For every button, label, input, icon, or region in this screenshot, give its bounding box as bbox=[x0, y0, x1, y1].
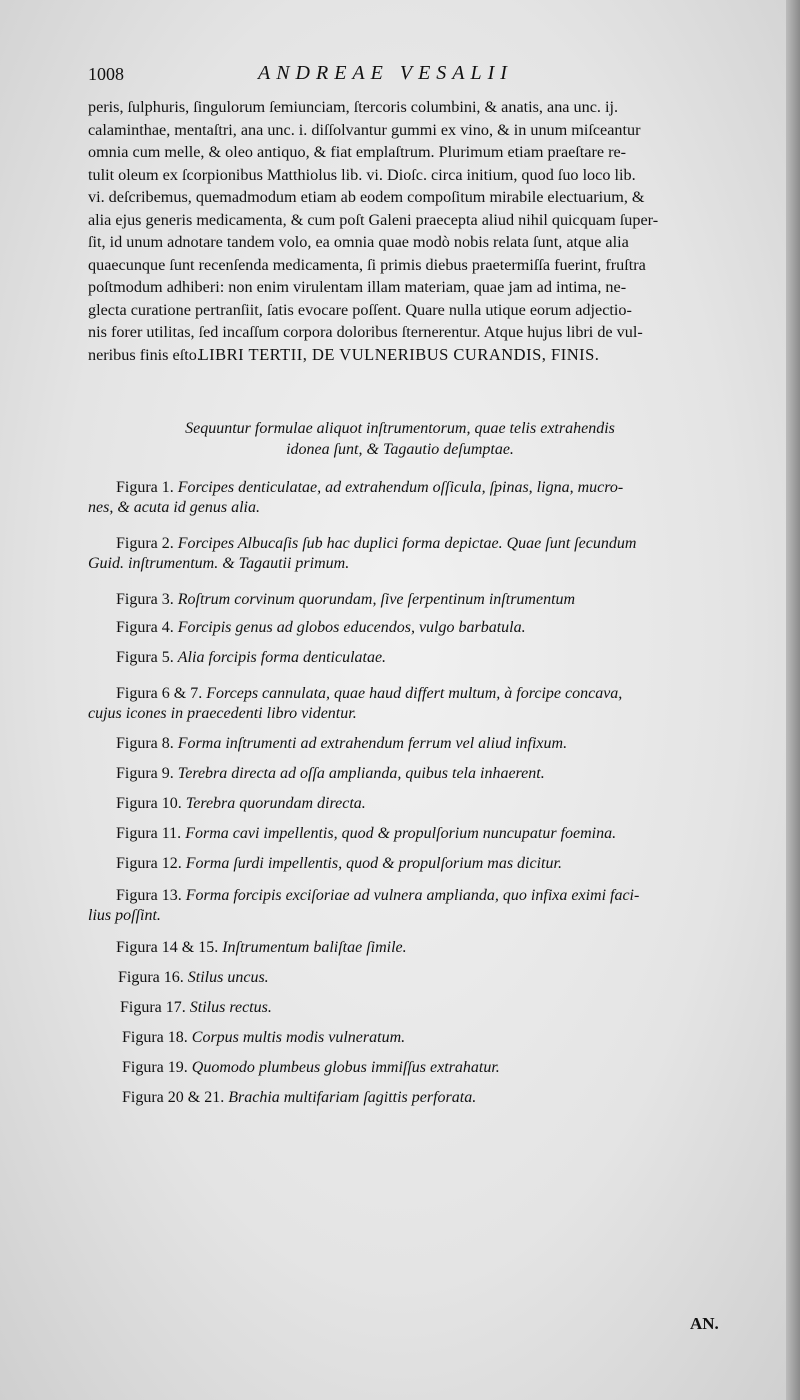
figure-description: Forma inſtrumenti ad extrahendum ferrum vel aliud infixum. bbox=[177, 735, 568, 752]
figure-label: Figura 19. bbox=[122, 1059, 192, 1076]
figure-description: Stilus rectus. bbox=[189, 999, 272, 1016]
figure-caption bbox=[88, 938, 718, 958]
figure-description: Forcipis genus ad globos educendos, vulgo barbatula. bbox=[177, 619, 526, 636]
body-line: calaminthae, mentaſtri, ana unc. i. diſſolvantur gummi ex vino, & in unum miſceantur bbox=[88, 120, 641, 139]
figure-caption-line bbox=[88, 1028, 718, 1048]
body-line: alia ejus generis medicamenta, & cum poſt Galeni praecepta aliud nihil quicquam ſuper- bbox=[88, 210, 659, 229]
page-number: 1008 bbox=[88, 64, 124, 84]
figure-caption-line bbox=[88, 764, 718, 784]
figure-description: Forma ſurdi impellentis, quod & propulſorium mas dicitur. bbox=[185, 855, 562, 872]
body-line: vi. deſcribemus, quemadmodum etiam ab eodem compoſitum mirabile electuarium, & bbox=[88, 188, 645, 206]
figure-label: Figura 18. bbox=[122, 1029, 192, 1046]
figure-caption bbox=[88, 648, 718, 668]
figure-label: Figura 13. bbox=[116, 887, 186, 904]
figure-caption-line bbox=[88, 590, 718, 610]
body-line: nis forer utilitas, ſed incaſſum corpora doloribus ſternerentur. Atque hujus libri de vul- bbox=[88, 323, 643, 341]
figure-description: Forcipes Albucaſis ſub hac duplici forma depictae. Quae ſunt ſecundum bbox=[177, 535, 637, 552]
show-through-text bbox=[110, 1140, 710, 1160]
figure-description: Forma cavi impellentis, quod & propulſorium nuncupatur foemina. bbox=[185, 825, 617, 842]
figure-label: Figura 2. bbox=[116, 535, 178, 552]
figure-caption-line bbox=[88, 478, 718, 498]
figure-label: Figura 20 & 21. bbox=[122, 1089, 229, 1106]
figure-description: Terebra quorundam directa. bbox=[185, 795, 366, 812]
figure-caption bbox=[88, 824, 718, 844]
body-line: tulit oleum ex ſcorpionibus Matthiolus lib. vi. Dioſc. circa initium, quod ſuo loco lib. bbox=[88, 165, 636, 184]
figure-description: Alia forcipis forma denticulatae. bbox=[177, 649, 387, 666]
figure-caption bbox=[88, 998, 718, 1018]
figure-caption-line bbox=[88, 554, 718, 574]
figure-caption bbox=[88, 534, 718, 574]
figure-caption bbox=[88, 886, 718, 926]
running-head: ANDREAE VESALII bbox=[258, 62, 513, 84]
body-line: ſit, id unum adnotare tandem volo, ea omnia quae modò nobis relata ſunt, atque alia bbox=[88, 233, 629, 251]
page-edge-shadow bbox=[786, 0, 800, 1400]
figure-description: cujus icones in praecedenti libro videntur. bbox=[88, 705, 357, 722]
figure-caption bbox=[88, 794, 718, 814]
figure-caption-line bbox=[88, 886, 718, 906]
body-line: glecta curatione pertranſiit, ſatis evocare poſſent. Quare nulla utique eorum adjectio- bbox=[88, 300, 632, 319]
figure-caption-line bbox=[88, 704, 718, 724]
figure-caption-line bbox=[88, 534, 718, 554]
figure-label: Figura 12. bbox=[116, 855, 186, 872]
figure-caption-line bbox=[88, 1088, 718, 1108]
figure-description: Corpus multis modis vulneratum. bbox=[191, 1029, 406, 1046]
figure-label: Figura 17. bbox=[120, 999, 190, 1016]
figure-label: Figura 9. bbox=[116, 765, 178, 782]
figure-description: Forcipes denticulatae, ad extrahendum oſſicula, ſpinas, ligna, mucro- bbox=[177, 479, 624, 496]
body-line: omnia cum melle, & oleo antiquo, & fiat emplaſtrum. Plurimum etiam praeſtare re- bbox=[88, 143, 627, 161]
figure-description: nes, & acuta id genus alia. bbox=[88, 499, 260, 516]
figure-caption-line bbox=[88, 618, 718, 638]
figure-caption-line bbox=[88, 854, 718, 874]
figure-caption bbox=[88, 968, 718, 988]
figure-caption bbox=[88, 734, 718, 754]
figure-caption-line bbox=[88, 794, 718, 814]
figure-caption bbox=[88, 1058, 718, 1078]
figure-label: Figura 14 & 15. bbox=[116, 939, 223, 956]
figure-label: Figura 4. bbox=[116, 619, 178, 636]
figure-caption-line bbox=[88, 824, 718, 844]
figure-description: Terebra directa ad oſſa amplianda, quibus tela inhaerent. bbox=[177, 765, 545, 782]
figure-description: lius poſſint. bbox=[88, 907, 161, 924]
figure-caption-line bbox=[88, 648, 718, 668]
figure-label: Figura 8. bbox=[116, 735, 178, 752]
body-line: peris, ſulphuris, ſingulorum ſemiunciam, ſtercoris columbini, & anatis, ana unc. ij. bbox=[88, 98, 619, 116]
figure-caption bbox=[88, 854, 718, 874]
figures-introduction bbox=[130, 418, 670, 460]
figure-caption-line bbox=[88, 734, 718, 754]
figure-caption-line bbox=[88, 938, 718, 958]
figure-description: Quomodo plumbeus globus immiſſus extrahatur. bbox=[191, 1059, 500, 1076]
body-line: quaecunque ſunt recenſenda medicamenta, ſi primis diebus praetermiſſa fuerint, fruſtra bbox=[88, 255, 646, 274]
figure-caption-line bbox=[88, 906, 718, 926]
body-line: neribus finis eſto. bbox=[88, 345, 201, 364]
figure-label: Figura 11. bbox=[116, 825, 186, 842]
figure-caption bbox=[88, 1088, 718, 1108]
figure-caption bbox=[88, 478, 718, 518]
figure-caption bbox=[88, 1028, 718, 1048]
page-header bbox=[88, 62, 728, 92]
intro-line: Sequuntur formulae aliquot inſtrumentorum, quae telis extrahendis bbox=[185, 420, 615, 437]
figure-caption-line bbox=[88, 1058, 718, 1078]
body-line: poſtmodum adhiberi: non enim virulentam illam materiam, quae jam ad intima, ne- bbox=[88, 278, 627, 296]
figure-description: Stilus uncus. bbox=[187, 969, 269, 986]
figure-description: Brachia multifariam ſagittis perforata. bbox=[228, 1089, 477, 1106]
figure-description: Inſtrumentum baliſtae ſimile. bbox=[222, 939, 407, 956]
figure-label: Figura 6 & 7. bbox=[116, 685, 207, 702]
intro-line: idonea ſunt, & Tagautio deſumptae. bbox=[286, 441, 514, 458]
figure-label: Figura 3. bbox=[116, 591, 178, 608]
body-text bbox=[88, 96, 710, 366]
figure-caption-line bbox=[88, 968, 718, 988]
figure-label: Figura 1. bbox=[116, 479, 178, 496]
figure-caption bbox=[88, 590, 718, 610]
figure-caption-line bbox=[88, 684, 718, 704]
figure-caption-line bbox=[88, 998, 718, 1018]
figure-description: Forceps cannulata, quae haud differt multum, à forcipe concava, bbox=[206, 685, 623, 702]
figure-label: Figura 10. bbox=[116, 795, 186, 812]
figure-description: Guid. inſtrumentum. & Tagautii primum. bbox=[88, 555, 350, 572]
figure-caption bbox=[88, 618, 718, 638]
catchword: AN. bbox=[690, 1314, 719, 1333]
figure-description: Forma forcipis exciſoriae ad vulnera amplianda, quo infixa eximi faci- bbox=[185, 887, 640, 904]
figure-label: Figura 16. bbox=[118, 969, 188, 986]
book-end-heading: LIBRI TERTII, DE VULNERIBUS CURANDIS, FINIS. bbox=[198, 345, 600, 364]
figure-label: Figura 5. bbox=[116, 649, 178, 666]
figure-caption bbox=[88, 684, 718, 724]
figure-caption bbox=[88, 764, 718, 784]
figure-description: Roſtrum corvinum quorundam, ſive ſerpentinum inſtrumentum bbox=[177, 591, 576, 608]
figure-caption-line bbox=[88, 498, 718, 518]
